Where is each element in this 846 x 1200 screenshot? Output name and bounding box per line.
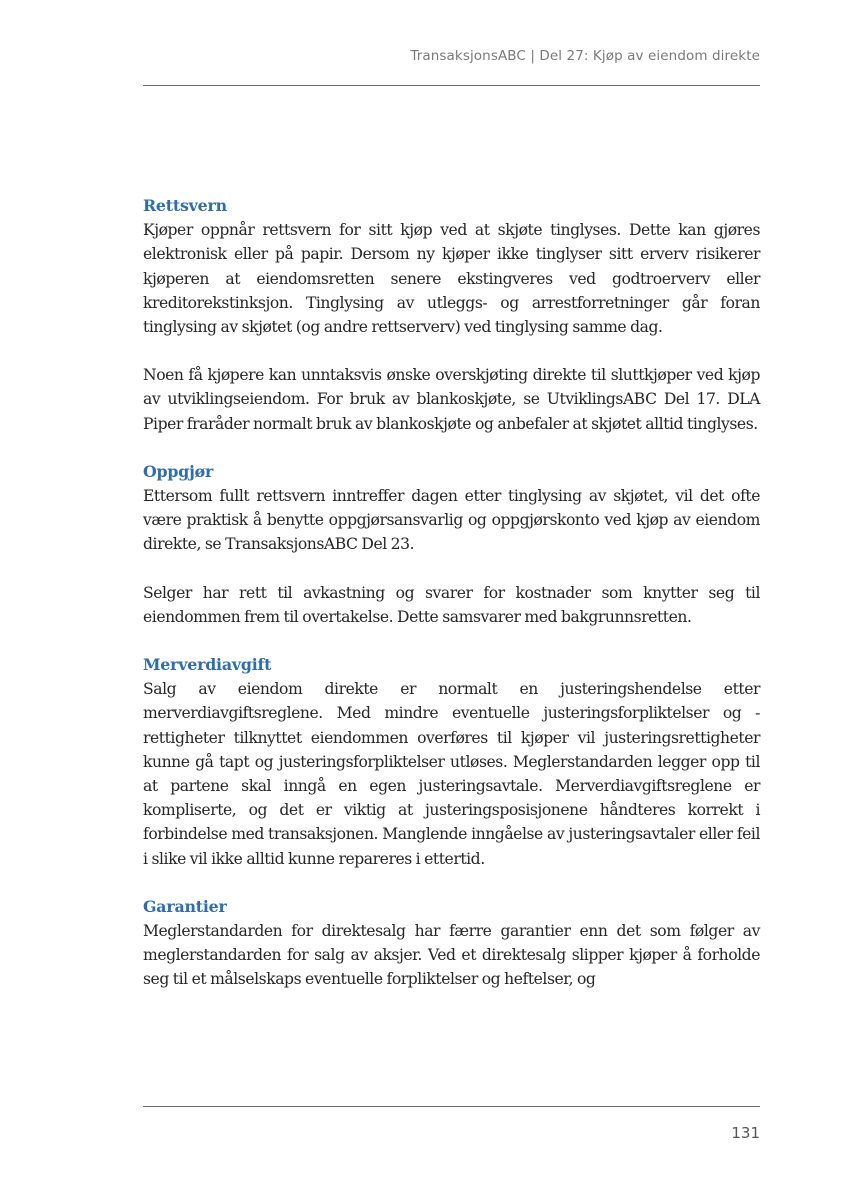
running-header: TransaksjonsABC | Del 27: Kjøp av eiendom direkte [410,48,760,64]
paragraph: Selger har rett til avkastning og svarer for kostnader som knytter seg til eiendommen frem til overtakelse. Dette samsvarer med bakgrunnsretten. [143,583,760,626]
section-title: Rettsvern [143,196,227,215]
section-title: Merverdiavgift [143,655,272,675]
paragraph: Ettersom fullt rettsvern inntreffer dagen etter tinglysing av skjøtet, vil det ofte være praktisk å benytte oppgjørsansvarlig og oppgjørskonto ved kjøp av eiendom direkte, se TransaksjonsABC Del 23. [143,487,760,554]
body-text [143,194,760,992]
section-merverdiavgift [143,653,760,871]
section-garantier [143,895,760,992]
paragraph: Kjøper oppnår rettsvern for sitt kjøp ved at skjøte tinglyses. Dette kan gjøres elektronisk eller på papir. Dersom ny kjøper ikke tinglyser sitt erverv risikerer kjøperen at eiendomsretten senere ekstingveres ved godtroerverv eller kreditorekstinksjon. Tinglysing av utleggs- og arrestforretninger går foran tinglysing av skjøtet (og andre rettserverv) ved tinglysing samme dag. [143,221,760,337]
section-title: Oppgjør [143,461,214,481]
paragraph: Salg av eiendom direkte er normalt en justeringshendelse etter merverdiavgiftsreglene. Med mindre eventuelle justeringsforpliktelser og -rettigheter tilknyttet eiendommen overføres til kjøper vil justeringsrettigheter kunne gå tapt og justeringsforpliktelser utløses. Meglerstandarden legger opp til at partene skal inngå en egen justeringsavtale. Merverdiavgiftsreglene er kompliserte, og det er viktig at justeringsposisjonene håndteres korrekt i forbindelse med transaksjonen. Manglende inngåelse av justeringsavtaler eller feil i slike vil ikke alltid kunne repareres i ettertid. [143,680,760,868]
page-number: 131 [731,1124,760,1142]
section-rettsvern [143,194,760,436]
header-divider [143,85,760,86]
paragraph: Meglerstandarden for direktesalg har færre garantier enn det som følger av meglerstandarden for salg av aksjer. Ved et direktesalg slipper kjøper å forholde seg til et målselskaps eventuelle forpliktelser og heftelser, og [143,922,760,989]
section-title: Garantier [143,896,227,916]
paragraph: Noen få kjøpere kan unntaksvis ønske overskjøting direkte til sluttkjøper ved kjøp av utviklingseiendom. For bruk av blankoskjøte, se UtviklingsABC Del 17. DLA Piper fraråder normalt bruk av blankoskjøte og anbefaler at skjøtet alltid tinglyses. [143,366,760,433]
section-oppgjor [143,460,760,629]
footer-divider [143,1106,760,1107]
